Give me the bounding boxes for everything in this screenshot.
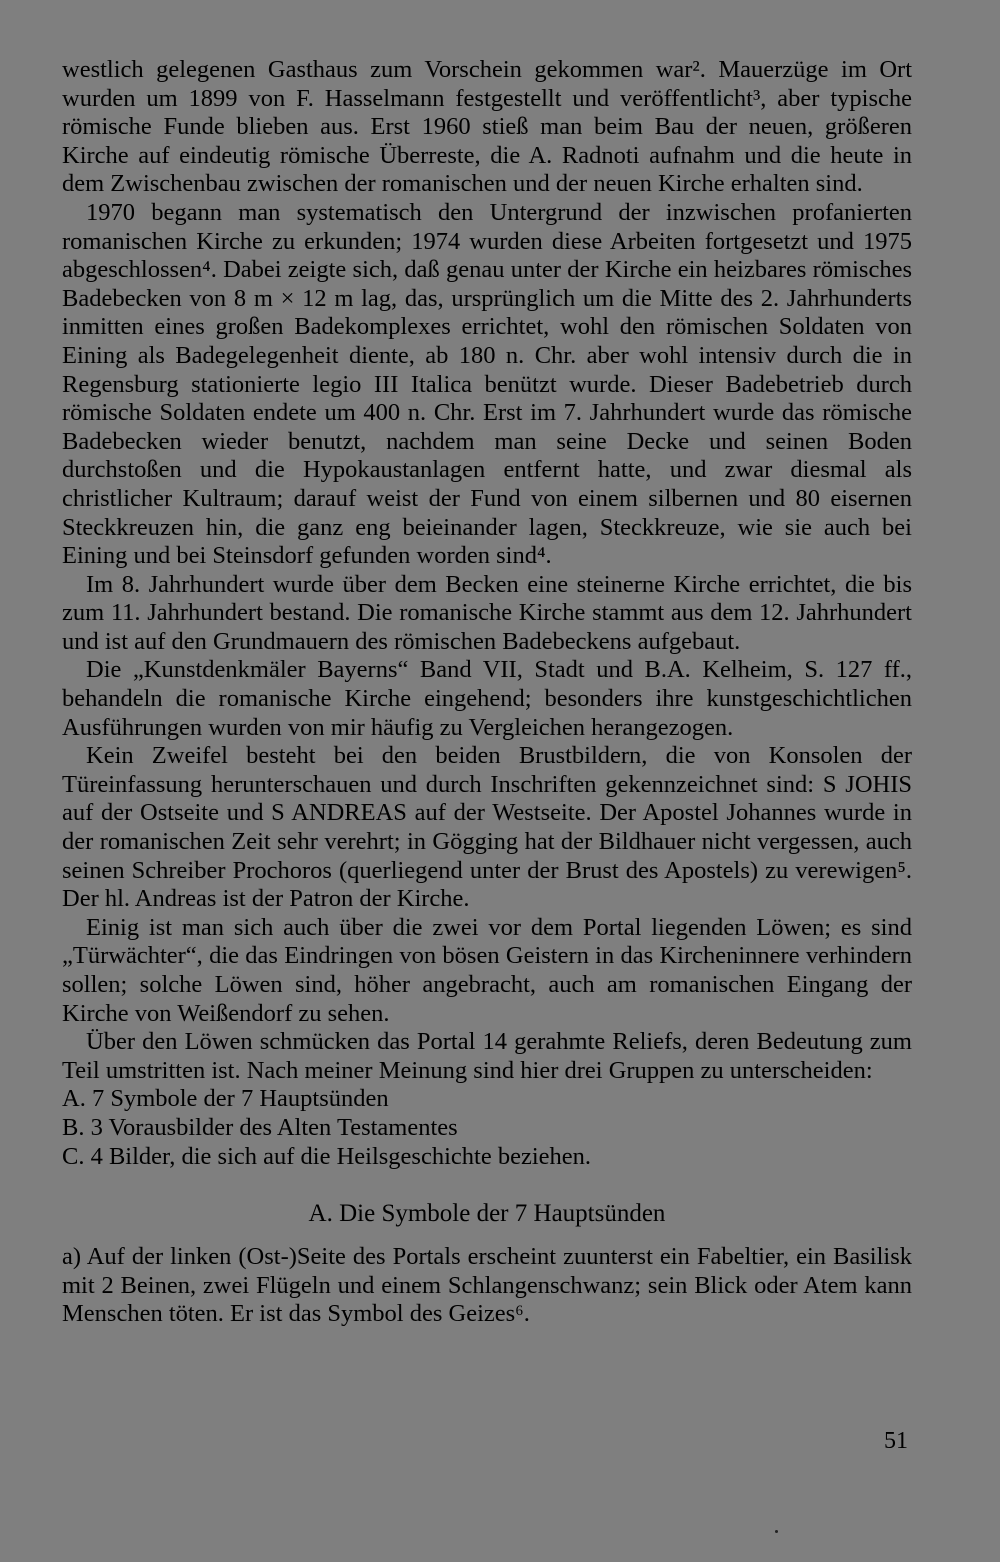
paragraph-7: Über den Löwen schmücken das Portal 14 gerahmte Reliefs, deren Bedeutung zum Teil umstritten ist. Nach meiner Meinung sind hier drei Gruppen zu unterscheiden: bbox=[62, 1028, 912, 1084]
body-text bbox=[62, 56, 912, 1329]
list-item: B. 3 Vorausbilder des Alten Testamentes bbox=[62, 1113, 458, 1141]
group-list bbox=[62, 1085, 912, 1171]
page-number: 51 bbox=[884, 1428, 908, 1454]
scan-speck bbox=[775, 1530, 778, 1533]
paragraph-5: Kein Zweifel besteht bei den beiden Brustbildern, die von Konsolen der Türeinfassung herunterschauen und durch Inschriften gekennzeichnet sind: S JOHIS auf der Ostseite und S ANDREAS auf der Westseite. Der Apostel Johannes wurde in der romanischen Zeit sehr verehrt; in Gögging hat der Bildhauer nicht vergessen, auch seinen Schreiber Prochoros (querliegend unter der Brust des Apostels) zu verewigen⁵. Der hl. Andreas ist der Patron der Kirche. bbox=[62, 742, 912, 913]
paragraph-2: 1970 begann man systematisch den Untergrund der inzwischen profanierten romanischen Kirche zu erkunden; 1974 wurden diese Arbeiten fortgesetzt und 1975 abgeschlossen⁴. Dabei zeigte sich, daß genau unter der Kirche ein heizbares römisches Badebecken von 8 m × 12 m lag, das, ursprünglich um die Mitte des 2. Jahrhunderts inmitten eines großen Badekomplexes errichtet, wohl den römischen Soldaten von Eining als Badegelegenheit diente, ab 180 n. Chr. aber wohl intensiv durch die in Regensburg stationierte legio III Italica benützt wurde. Dieser Badebetrieb durch römische Soldaten endete um 400 n. Chr. Erst im 7. Jahrhundert wurde das römische Badebecken wieder benutzt, nachdem man seine Decke und seinen Boden durchstoßen und die Hypokaustanlagen entfernt hatte, und zwar diesmal als christlicher Kultraum; darauf weist der Fund von einem silbernen und 80 eisernen Steckkreuzen hin, die ganz eng beieinander lagen, Steckkreuze, wie sie auch bei Eining und bei Steinsdorf gefunden worden sind⁴. bbox=[62, 198, 912, 570]
section-paragraph: a) Auf der linken (Ost-)Seite des Portals erscheint zuunterst ein Fabeltier, ein Basilisk mit 2 Beinen, zwei Flügeln und einem Schlangenschwanz; sein Blick oder Atem kann Menschen töten. Er ist das Symbol des Geizes⁶. bbox=[62, 1243, 912, 1328]
list-item: C. 4 Bilder, die sich auf die Heilsgeschichte beziehen. bbox=[62, 1142, 591, 1170]
paragraph-6: Einig ist man sich auch über die zwei vor dem Portal liegenden Löwen; es sind „Türwächter“, die das Eindringen von bösen Geistern in das Kircheninnere verhindern sollen; solche Löwen sind, höher angebracht, auch am romanischen Eingang der Kirche von Weißendorf zu sehen. bbox=[62, 913, 912, 1027]
list-item: A. 7 Symbole der 7 Hauptsünden bbox=[62, 1085, 389, 1113]
paragraph-1: westlich gelegenen Gasthaus zum Vorschein gekommen war². Mauerzüge im Ort wurden um 1899 von F. Hasselmann festgestellt und veröffentlicht³, aber typische römische Funde blieben aus. Erst 1960 stieß man beim Bau der neuen, größeren Kirche auf eindeutig römische Überreste, die A. Radnoti aufnahm und die heute in dem Zwischenbau zwischen der romanischen und der neuen Kirche erhalten sind. bbox=[62, 56, 912, 198]
paragraph-4: Die „Kunstdenkmäler Bayerns“ Band VII, Stadt und B.A. Kelheim, S. 127 ff., behandeln die romanische Kirche eingehend; besonders ihre kunstgeschichtlichen Ausführungen wurden von mir häufig zu Vergleichen herangezogen. bbox=[62, 656, 912, 741]
section-heading: A. Die Symbole der 7 Hauptsünden bbox=[308, 1200, 666, 1228]
paragraph-3: Im 8. Jahrhundert wurde über dem Becken eine steinerne Kirche errichtet, die bis zum 11. Jahrhundert bestand. Die romanische Kirche stammt aus dem 12. Jahrhundert und ist auf den Grundmauern des römischen Badebeckens aufgebaut. bbox=[62, 570, 912, 655]
